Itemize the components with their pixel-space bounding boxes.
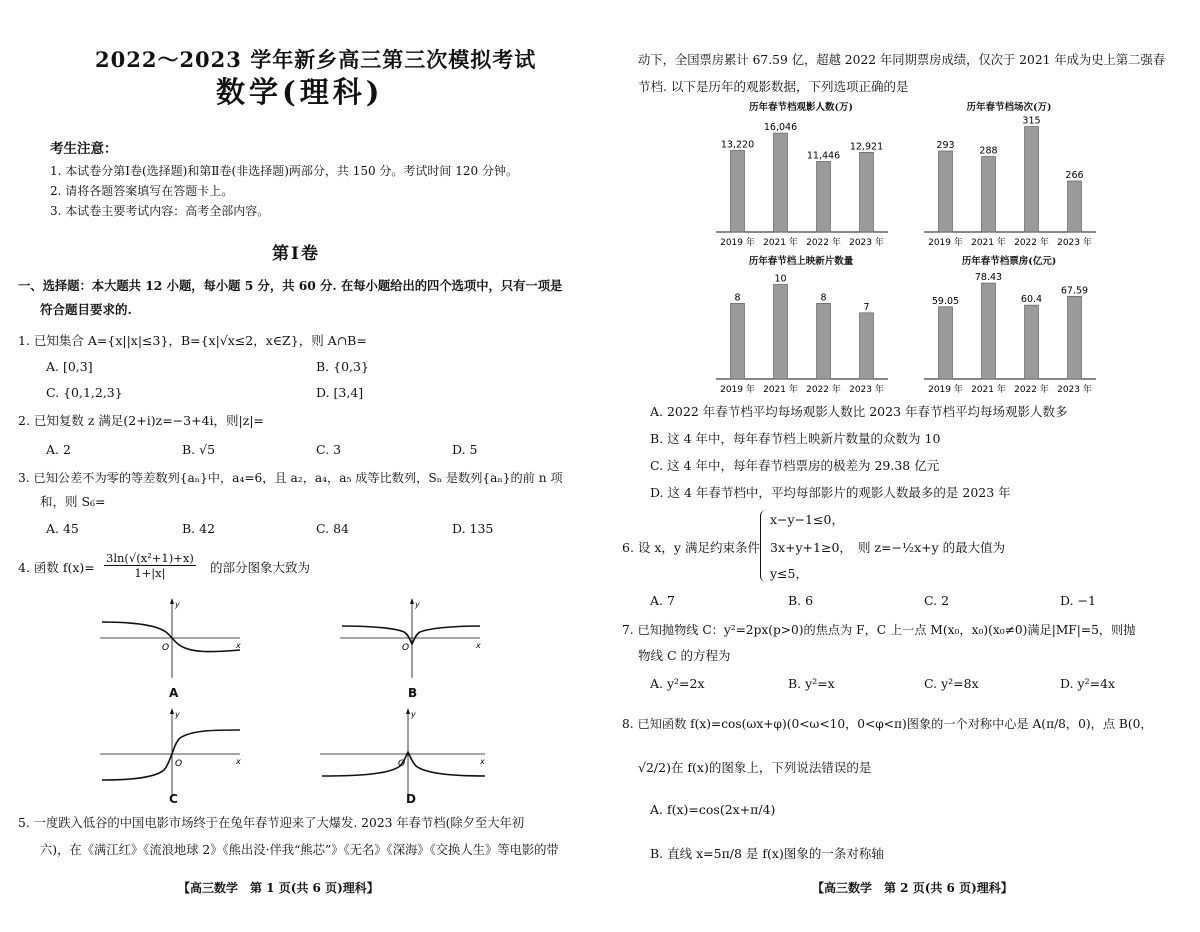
q5-option-a: A. 2022 年春节档平均每场观影人数比 2023 年春节档平均每场观影人数多	[650, 404, 1068, 419]
tick-label: 2019 年	[720, 385, 755, 395]
tick-label: 2019 年	[928, 238, 963, 248]
question-6-stem: 则 z=−½x+y 的最大值为	[858, 540, 1006, 555]
tick-label: 2022 年	[1014, 385, 1049, 395]
axis-y-label: y	[411, 710, 416, 719]
chart-new-films	[710, 253, 892, 401]
data-label: 78.43	[974, 272, 1003, 284]
origin-label: O	[175, 759, 183, 769]
question-5-stem: 六)，在《满江红》《流浪地球 2》《熊出没·伴我“熊芯”》《无名》《深海》《交换人生》等电影的带	[40, 843, 559, 857]
question-8-stem: 8. 已知函数 f(x)=cos(ωx+φ)(0<ω<10，0<φ<π)图象的一个对称中心是 A(π/8，0)，点 B(0，	[622, 717, 1153, 731]
tick-label: 2021 年	[763, 238, 798, 248]
data-label: 266	[1065, 169, 1084, 181]
bar	[774, 284, 788, 379]
origin-label: O	[162, 643, 170, 653]
bar	[982, 157, 996, 232]
question-3-stem: 3. 已知公差不为零的等差数列{aₙ}中，a₄=6，且 a₂，a₄，a₅ 成等比数列，Sₙ 是数列{aₙ}的前 n 项	[18, 471, 563, 485]
bar	[1068, 296, 1082, 379]
tick-label: 2022 年	[1014, 238, 1049, 248]
notice-item: 3. 本试卷主要考试内容：高考全部内容。	[50, 204, 270, 218]
question-8-stem: √2/2)在 f(x)的图象上，下列说法错误的是	[638, 760, 872, 775]
q8-option-a: A. f(x)=cos(2x+π/4)	[650, 802, 776, 817]
question-5-stem: 动下，全国票房累计 67.59 亿，超越 2022 年同期票房成绩，仅次于 2021 年成为史上第二强春	[638, 53, 1166, 67]
bar	[817, 303, 831, 379]
axis-x-label: x	[236, 641, 241, 650]
axis-y-label: y	[175, 600, 180, 609]
bar	[1068, 181, 1082, 232]
q2-option-c: C. 3	[316, 442, 342, 457]
bar-chart-svg	[710, 99, 892, 254]
chart-title: 历年春节档上映新片数量	[748, 256, 854, 267]
q1-option-c: C. {0,1,2,3}	[46, 385, 123, 400]
q2-option-b: B. √5	[182, 442, 216, 457]
bar	[731, 150, 745, 232]
bar-chart-svg	[918, 253, 1100, 401]
bar	[731, 303, 745, 379]
bar	[1025, 127, 1039, 232]
tick-label: 2021 年	[763, 385, 798, 395]
notice-item: 1. 本试卷分第Ⅰ卷(选择题)和第Ⅱ卷(非选择题)两部分，共 150 分。考试时间 120 分钟。	[50, 164, 518, 178]
exam-title: 2022～2023 学年新乡高三第三次模拟考试	[95, 47, 537, 72]
chart-audience	[710, 99, 892, 254]
origin-label: O	[402, 643, 410, 653]
tick-label: 2023 年	[1057, 238, 1092, 248]
question-6-stem: 6. 设 x，y 满足约束条件	[622, 540, 760, 555]
exam-page-right	[600, 0, 1200, 932]
question-2-stem: 2. 已知复数 z 满足(2+i)z=−3+4i，则|z|=	[18, 413, 265, 428]
q1-option-a: A. [0,3]	[46, 359, 93, 374]
tick-label: 2023 年	[849, 385, 884, 395]
data-label: 8	[734, 292, 741, 304]
question-4-stem: 的部分图象大致为	[210, 560, 311, 575]
q2-option-d: D. 5	[452, 442, 478, 457]
q7-option-b: B. y²=x	[788, 676, 835, 691]
axis-x-label: x	[236, 757, 241, 766]
q4-graph-b	[340, 598, 485, 680]
chart-box-office	[918, 253, 1100, 401]
q6-constraint: 3x+y+1≥0，	[770, 540, 852, 555]
q6-constraint: x−y−1≤0，	[770, 512, 844, 527]
data-label: 288	[979, 145, 998, 157]
data-label: 315	[1022, 115, 1041, 127]
q4-graph-c	[100, 708, 245, 798]
question-4-stem: 4. 函数 f(x)=	[18, 560, 95, 575]
section-instruction: 一、选择题：本大题共 12 小题，每小题 5 分，共 60 分. 在每小题给出的四个选项中，只有一项是	[18, 278, 563, 293]
axis-x-label: x	[476, 641, 481, 650]
question-7-stem: 7. 已知抛物线 C：y²=2px(p>0)的焦点为 F，C 上一点 M(x₀，x₀)(x₀≠0)满足|MF|=5，则抛	[622, 623, 1136, 637]
bar	[1025, 305, 1039, 379]
axis-y-label: y	[415, 600, 420, 609]
q5-option-b: B. 这 4 年中，每年春节档上映新片数量的众数为 10	[650, 431, 941, 446]
section-instruction: 符合题目要求的.	[40, 302, 132, 317]
q7-option-d: D. y²=4x	[1060, 676, 1116, 691]
q4-graph-b-label: B	[408, 686, 418, 700]
q7-option-a: A. y²=2x	[650, 676, 705, 691]
data-label: 59.05	[931, 295, 960, 307]
axis-y-label: y	[175, 710, 180, 719]
bar	[939, 307, 953, 379]
notice-heading: 考生注意：	[50, 141, 118, 157]
bar	[774, 133, 788, 232]
question-5-stem: 节档. 以下是历年的观影数据，下列选项正确的是	[638, 79, 909, 94]
data-label: 7	[863, 301, 870, 313]
data-label: 12,921	[849, 141, 884, 153]
chart-screenings	[918, 99, 1100, 254]
page-footer-right: 【高三数学 第 2 页(共 6 页)理科】	[812, 881, 1013, 895]
q1-option-b: B. {0,3}	[316, 359, 369, 374]
tick-label: 2021 年	[971, 385, 1006, 395]
bar-chart-svg	[918, 99, 1100, 254]
q7-option-c: C. y²=8x	[924, 676, 979, 691]
chart-title: 历年春节档票房(亿元)	[961, 256, 1057, 267]
question-7-stem: 物线 C 的方程为	[638, 648, 731, 663]
q6-constraint: y≤5，	[770, 566, 808, 581]
bar-chart-svg	[710, 253, 892, 401]
data-label: 293	[936, 139, 955, 151]
q4-graph-d	[320, 708, 490, 798]
q6-option-a: A. 7	[650, 593, 675, 608]
tick-label: 2023 年	[1057, 385, 1092, 395]
bar	[982, 283, 996, 379]
tick-label: 2022 年	[806, 385, 841, 395]
notice-item: 2. 请将各题答案填写在答题卡上。	[50, 184, 234, 198]
q4-numerator: 3ln(√(x²+1)+x)	[106, 551, 194, 565]
data-label: 8	[820, 292, 827, 304]
data-label: 16,046	[763, 122, 798, 134]
q1-option-d: D. [3,4]	[316, 385, 364, 400]
tick-label: 2021 年	[971, 238, 1006, 248]
chart-title: 历年春节档观影人数(万)	[749, 102, 853, 113]
q4-denominator: 1+|x|	[134, 566, 166, 580]
origin-label: O	[398, 759, 406, 769]
q3-option-c: C. 84	[316, 521, 349, 536]
q5-option-d: D. 这 4 年春节档中，平均每部影片的观影人数最多的是 2023 年	[650, 485, 1011, 500]
bar	[860, 313, 874, 379]
q8-option-b: B. 直线 x=5π/8 是 f(x)图象的一条对称轴	[650, 846, 884, 861]
q5-option-c: C. 这 4 年中，每年春节档票房的极差为 29.38 亿元	[650, 458, 940, 473]
q6-option-b: B. 6	[788, 593, 814, 608]
brace	[760, 510, 769, 582]
q3-option-a: A. 45	[46, 521, 79, 536]
q2-option-a: A. 2	[46, 442, 71, 457]
page-footer-left: 【高三数学 第 1 页(共 6 页)理科】	[178, 881, 379, 895]
tick-label: 2019 年	[928, 385, 963, 395]
axis-x-label: x	[480, 757, 485, 766]
bar	[860, 152, 874, 232]
tick-label: 2023 年	[849, 238, 884, 248]
part-title: 第Ⅰ卷	[272, 244, 320, 264]
question-1-stem: 1. 已知集合 A={x||x|≤3}，B={x|√x≤2，x∈Z}，则 A∩B=	[18, 333, 367, 348]
q4-graph-a-label: A	[169, 686, 179, 700]
q4-graph-a	[100, 598, 245, 680]
tick-label: 2022 年	[806, 238, 841, 248]
q6-option-c: C. 2	[924, 593, 950, 608]
q3-option-b: B. 42	[182, 521, 216, 536]
data-label: 10	[774, 273, 787, 285]
question-5-stem: 5. 一度跌入低谷的中国电影市场终于在兔年春节迎来了大爆发. 2023 年春节档(除夕至大年初	[18, 816, 525, 830]
q3-option-d: D. 135	[452, 521, 494, 536]
bar	[939, 151, 953, 232]
exam-subject: 数学(理科)	[216, 75, 384, 109]
data-label: 60.4	[1020, 294, 1043, 306]
tick-label: 2019 年	[720, 238, 755, 248]
q6-option-d: D. −1	[1060, 593, 1096, 608]
data-label: 13,220	[720, 139, 755, 151]
question-3-stem: 和，则 S₆=	[40, 494, 106, 509]
q4-graph-c-label: C	[169, 792, 178, 806]
data-label: 67.59	[1060, 285, 1089, 297]
bar	[817, 161, 831, 232]
data-label: 11,446	[806, 150, 841, 162]
q4-fraction	[104, 551, 196, 580]
chart-title: 历年春节档场次(万)	[966, 102, 1052, 113]
q4-graph-d-label: D	[406, 792, 416, 806]
